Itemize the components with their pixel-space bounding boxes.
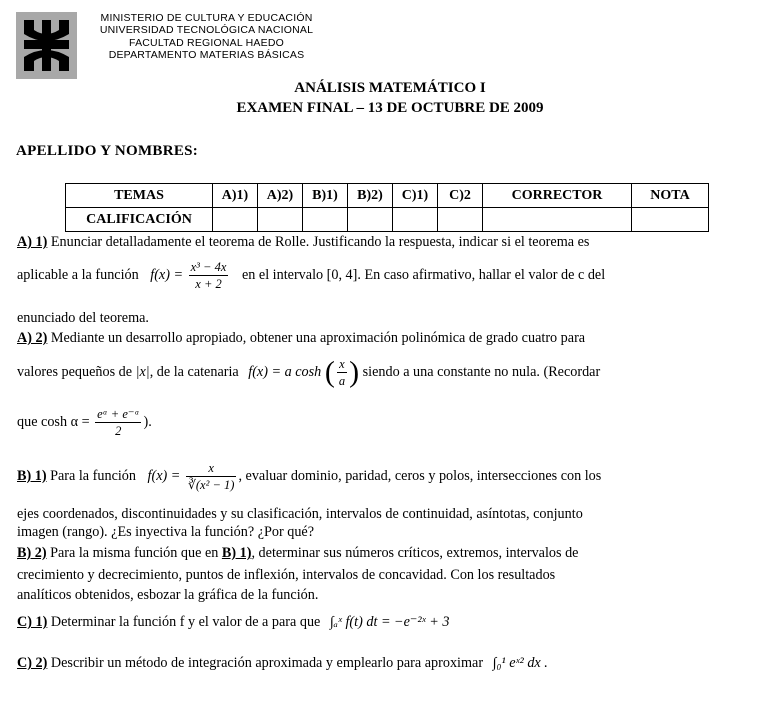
table-header-cell: C)2 [438, 184, 483, 208]
question-text: , determinar sus números críticos, extremos, intervalos de [251, 545, 579, 561]
question-label: C) 2) [17, 655, 48, 671]
question-b2-line3: analíticos obtenidos, esbozar la gráfica de la función. [17, 587, 319, 603]
table-row-label: CALIFICACIÓN [66, 208, 213, 232]
question-text: Para la misma función que en [50, 545, 219, 561]
institution-header [84, 12, 329, 62]
table-header-cell: C)1) [393, 184, 438, 208]
question-label: C) 1) [17, 614, 48, 630]
utn-logo-icon [16, 12, 77, 79]
question-text: Enunciar detalladamente el teorema de Rolle. Justificando la respuesta, indicar si el teorema es [50, 234, 590, 250]
fraction-denominator: 2 [115, 424, 122, 438]
institution-line: DEPARTAMENTO MATERIAS BÁSICAS [108, 49, 305, 62]
question-c2 [17, 655, 761, 672]
question-text: siendo a una constante no nula. (Recordar [362, 363, 601, 380]
question-a1-line1 [17, 234, 761, 251]
function-name: f(x) = [150, 266, 184, 283]
fraction [95, 406, 141, 439]
question-label: B) 1) [17, 467, 47, 484]
grade-cell[interactable] [438, 208, 483, 232]
question-b2-line2: crecimiento y decrecimiento, puntos de inflexión, intervalos de concavidad. Con los resultados [17, 567, 556, 583]
question-b1-line1 [17, 460, 761, 493]
grade-cell[interactable] [213, 208, 258, 232]
integral-expression: ∫₀¹ eˣ² dx . [492, 655, 548, 671]
table-header-cell: A)2) [258, 184, 303, 208]
exam-title: ANÁLISIS MATEMÁTICO I [294, 80, 486, 96]
question-text: Mediante un desarrollo apropiado, obtener una aproximación polinómica de grado cuatro para [50, 330, 586, 346]
fraction-numerator: x³ − 4x [190, 260, 227, 274]
integral-expression: ∫ₐˣ f(t) dt = −e⁻²ˣ + 3 [329, 614, 450, 630]
fraction-denominator: x + 2 [195, 277, 222, 291]
fraction-numerator: eᵅ + e⁻ᵅ [97, 407, 140, 421]
grade-cell[interactable] [393, 208, 438, 232]
institution-line: UNIVERSIDAD TECNOLÓGICA NACIONAL [99, 24, 314, 37]
grades-table [65, 183, 709, 232]
question-text: , de la catenaria [149, 363, 239, 380]
question-text: que cosh α = [17, 413, 90, 430]
fraction [186, 460, 237, 493]
table-header-cell: TEMAS [66, 184, 213, 208]
question-text: valores pequeños de [17, 363, 133, 380]
question-text: ). [143, 413, 152, 430]
table-header-cell: CORRECTOR [483, 184, 632, 208]
fraction [337, 356, 347, 389]
table-row [66, 208, 709, 232]
fraction [189, 259, 229, 292]
grade-cell[interactable] [348, 208, 393, 232]
question-label: A) 1) [17, 234, 48, 250]
function-name: f(x) = [147, 467, 181, 484]
question-a2-line1 [17, 330, 761, 347]
grade-cell[interactable] [632, 208, 709, 232]
question-label: B) 2) [17, 545, 47, 561]
exam-subtitle: EXAMEN FINAL – 13 DE OCTUBRE DE 2009 [236, 100, 544, 116]
question-reference: B) 1) [221, 545, 252, 561]
question-label: A) 2) [17, 330, 48, 346]
table-header-cell: B)1) [303, 184, 348, 208]
fraction-numerator: x [186, 460, 237, 477]
question-b1-line2: ejes coordenados, discontinuidades y su clasificación, intervalos de continuidad, asíntotas, conjunto [17, 506, 583, 522]
student-name-label: APELLIDO Y NOMBRES: [16, 143, 199, 159]
fraction-denominator: a [338, 374, 346, 388]
question-text: , evaluar dominio, paridad, ceros y polos, intersecciones con los [238, 467, 602, 484]
question-a2-line3 [17, 406, 761, 439]
question-b2-line1 [17, 545, 761, 562]
question-c1 [17, 614, 761, 631]
question-text: en el intervalo [0, 4]. En caso afirmativo, hallar el valor de c del [241, 266, 606, 283]
table-header-cell: B)2) [348, 184, 393, 208]
question-text: aplicable a la función [17, 266, 139, 283]
grade-cell[interactable] [258, 208, 303, 232]
fraction-numerator: x [337, 356, 347, 373]
fraction-denominator: ∛(x² − 1) [187, 478, 235, 492]
question-a2-line2: valores pequeños de |x|, de la catenaria f(x) = a cosh ( $\frac{x}{a}$ ) siendo a una constante no nula. (Recordar [17, 355, 601, 389]
function-name: f(x) = a cosh [248, 363, 322, 380]
question-text: Describir un método de integración aproximada y emplearlo para aproximar [50, 655, 484, 671]
table-header-cell: NOTA [632, 184, 709, 208]
table-header-row [66, 184, 709, 208]
question-a1-line2 [17, 259, 761, 292]
question-text: Determinar la función f y el valor de a para que [50, 614, 321, 630]
institution-line: FACULTAD REGIONAL HAEDO [129, 36, 284, 49]
table-header-cell: A)1) [213, 184, 258, 208]
grade-cell[interactable] [483, 208, 632, 232]
grade-cell[interactable] [303, 208, 348, 232]
question-text: Para la función [50, 467, 136, 484]
question-b1-line3: imagen (rango). ¿Es inyectiva la función? ¿Por qué? [17, 524, 315, 540]
absolute-value: |x| [135, 363, 150, 380]
utn-logo [16, 12, 77, 79]
question-a1-line3: enunciado del teorema. [17, 310, 149, 326]
institution-line: MINISTERIO DE CULTURA Y EDUCACIÓN [100, 12, 313, 24]
